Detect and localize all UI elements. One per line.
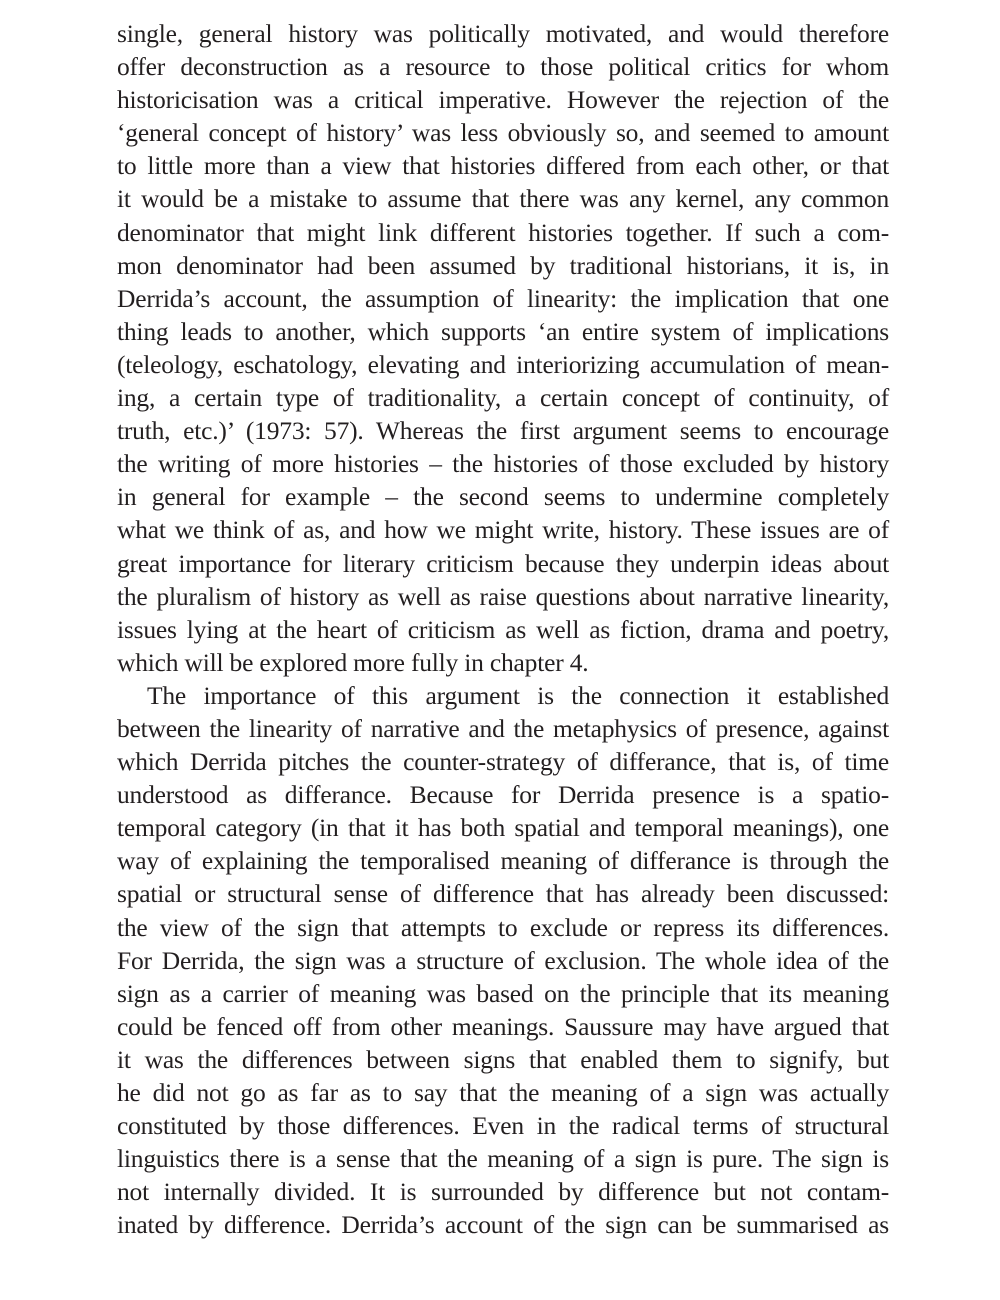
text-line: great importance for literary criticism because they underpin ideas about xyxy=(117,548,889,578)
text-line: could be fenced off from other meanings. Saussure may have argued that xyxy=(117,1011,889,1041)
text-line: historicisation was a critical imperative. However the rejection of the xyxy=(117,85,889,115)
text-line: linguistics there is a sense that the meaning of a sign is pure. The sign is xyxy=(117,1144,889,1174)
text-line: ing, a certain type of traditionality, a certain concept of continuity, of xyxy=(117,383,889,413)
text-line: sign as a carrier of meaning was based on the principle that its meaning xyxy=(117,978,889,1008)
text-line: single, general history was politically motivated, and would therefore xyxy=(117,19,889,48)
text-line: mon denominator had been assumed by traditional historians, it is, in xyxy=(117,250,889,280)
text-line: it was the differences between signs that enabled them to signify, but xyxy=(117,1044,889,1074)
text-line: For Derrida, the sign was a structure of exclusion. The whole idea of the xyxy=(117,945,889,975)
paragraph-2 xyxy=(117,679,889,1242)
text-line: what we think of as, and how we might write, history. These issues are of xyxy=(117,515,889,545)
text-line: the view of the sign that attempts to exclude or repress its differences. xyxy=(117,912,889,942)
text-line: thing leads to another, which supports ‘an entire system of implications xyxy=(117,316,889,346)
text-line: offer deconstruction as a resource to those political critics for whom xyxy=(117,52,889,82)
document-page xyxy=(117,17,889,1241)
text-line: he did not go as far as to say that the meaning of a sign was actually xyxy=(117,1078,889,1107)
text-line: it would be a mistake to assume that there was any kernel, any common xyxy=(117,184,889,214)
text-line: Derrida’s account, the assumption of linearity: the implication that one xyxy=(117,283,889,313)
text-line: which Derrida pitches the counter-strategy of differance, that is, of time xyxy=(117,747,889,777)
text-line: temporal category (in that it has both spatial and temporal meanings), one xyxy=(117,813,889,843)
text-line: in general for example – the second seems to undermine completely xyxy=(117,482,889,512)
text-line: The importance of this argument is the connection it established xyxy=(147,680,889,710)
text-line: the writing of more histories – the histories of those excluded by history xyxy=(117,449,889,479)
paragraph-1 xyxy=(117,17,889,679)
text-line: issues lying at the heart of criticism as well as fiction, drama and poetry, xyxy=(117,614,889,644)
text-line: truth, etc.)’ (1973: 57). Whereas the first argument seems to encourage xyxy=(117,416,889,446)
text-line: ‘general concept of history’ was less obviously so, and seemed to amount xyxy=(117,118,889,148)
text-line: spatial or structural sense of difference that has already been discussed: xyxy=(117,879,889,909)
text-line: the pluralism of history as well as raise questions about narrative linearity, xyxy=(117,581,889,611)
text-line: to little more than a view that histories differed from each other, or that xyxy=(117,151,889,181)
text-line: understood as differance. Because for Derrida presence is a spatio- xyxy=(117,780,889,810)
text-line: which will be explored more fully in chapter 4. xyxy=(117,647,589,677)
text-line: denominator that might link different histories together. If such a com- xyxy=(117,217,889,247)
text-line: constituted by those differences. Even in the radical terms of structural xyxy=(117,1111,889,1141)
text-line: (teleology, eschatology, elevating and interiorizing accumulation of mean- xyxy=(117,349,889,379)
text-line: between the linearity of narrative and the metaphysics of presence, against xyxy=(117,713,889,743)
text-line: inated by difference. Derrida’s account of the sign can be summarised as xyxy=(117,1210,889,1240)
text-line: not internally divided. It is surrounded by difference but not contam- xyxy=(117,1177,889,1207)
text-line: way of explaining the temporalised meaning of differance is through the xyxy=(117,846,889,876)
